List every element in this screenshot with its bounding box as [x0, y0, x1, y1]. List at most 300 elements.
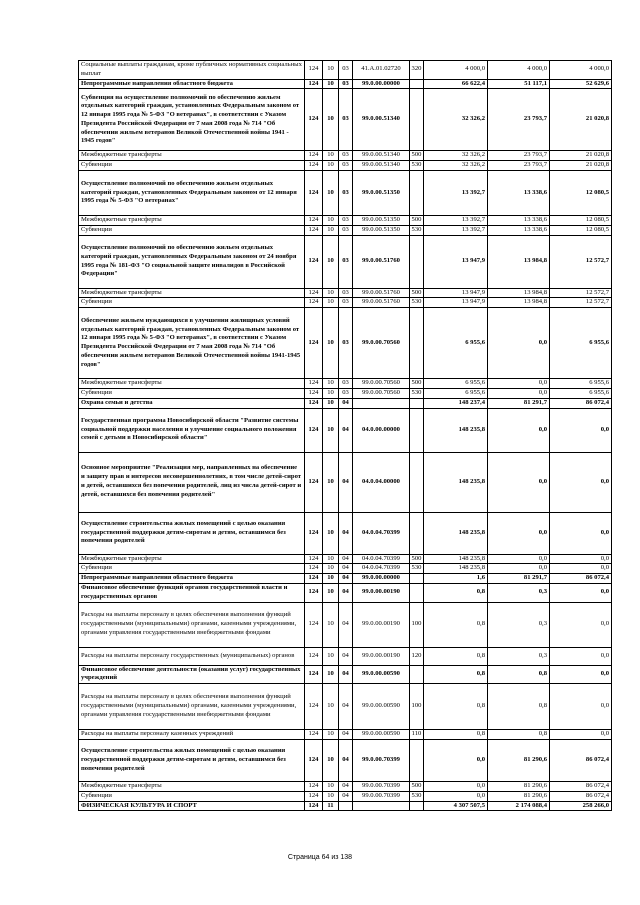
section-code: 10	[323, 161, 339, 171]
expense-type-code	[410, 170, 424, 215]
subsection-code: 03	[339, 308, 353, 379]
amount-year-1: 0,8	[424, 730, 488, 740]
item-name: Обеспечение жильем нуждающихся в улучшении жилищных условий отдельных категорий граждан, установленных Федеральным законом от 12 января 1995 года № 5-ФЗ "О ветеранах", в соответствии с Указом Президента Российской Федерации от 7 мая 2008 года № 714 "Об обеспечении жильем ветеранов Великой Отечественной войны 1941-1945 годов"	[79, 308, 305, 379]
expense-type-code: 500	[410, 151, 424, 161]
amount-year-3: 6 955,6	[550, 388, 612, 398]
section-code: 10	[323, 151, 339, 161]
subsection-code: 04	[339, 512, 353, 554]
target-article-code: 99.0.00.51340	[353, 151, 410, 161]
budget-table	[78, 60, 612, 811]
amount-year-3: 0,0	[550, 408, 612, 452]
ministry-code: 124	[305, 791, 323, 801]
expense-type-code: 100	[410, 684, 424, 730]
target-article-code: 99.0.00.51340	[353, 89, 410, 151]
expense-type-code	[410, 398, 424, 408]
table-row	[79, 583, 612, 602]
amount-year-2: 13 984,8	[488, 235, 550, 288]
table-row	[79, 791, 612, 801]
amount-year-3: 86 072,4	[550, 739, 612, 781]
target-article-code: 99.0.00.51340	[353, 161, 410, 171]
item-name: Субвенции	[79, 298, 305, 308]
ministry-code: 124	[305, 583, 323, 602]
ministry-code: 124	[305, 602, 323, 647]
item-name: Осуществление полномочий по обеспечению жильем отдельных категорий граждан, установленных Федеральным законом от 12 января 1995 года № 5-ФЗ "О ветеранах"	[79, 170, 305, 215]
amount-year-3: 0,0	[550, 564, 612, 574]
table-row	[79, 151, 612, 161]
amount-year-3: 12 572,7	[550, 235, 612, 288]
section-code: 10	[323, 408, 339, 452]
item-name: Межбюджетные трансферты	[79, 215, 305, 225]
section-code: 10	[323, 602, 339, 647]
section-code: 10	[323, 215, 339, 225]
item-name: Межбюджетные трансферты	[79, 288, 305, 298]
target-article-code: 99.0.00.51760	[353, 235, 410, 288]
ministry-code: 124	[305, 170, 323, 215]
table-row	[79, 574, 612, 584]
amount-year-3: 21 020,8	[550, 161, 612, 171]
ministry-code: 124	[305, 574, 323, 584]
table-row	[79, 235, 612, 288]
amount-year-2: 51 117,1	[488, 79, 550, 89]
target-article-code: 99.0.00.00190	[353, 583, 410, 602]
amount-year-1: 148 235,8	[424, 512, 488, 554]
amount-year-2: 0,3	[488, 602, 550, 647]
expense-type-code: 500	[410, 288, 424, 298]
item-name: Расходы на выплаты персоналу государственных (муниципальных) органов	[79, 647, 305, 665]
section-code: 10	[323, 564, 339, 574]
section-code: 10	[323, 61, 339, 80]
amount-year-2: 0,0	[488, 564, 550, 574]
ministry-code: 124	[305, 215, 323, 225]
target-article-code: 04.0.04.70399	[353, 554, 410, 564]
subsection-code: 04	[339, 452, 353, 512]
amount-year-2: 13 984,8	[488, 298, 550, 308]
expense-type-code: 530	[410, 791, 424, 801]
subsection-code: 04	[339, 554, 353, 564]
amount-year-2: 0,0	[488, 388, 550, 398]
expense-type-code: 500	[410, 215, 424, 225]
target-article-code: 41.А.01.02720	[353, 61, 410, 80]
amount-year-2: 23 793,7	[488, 89, 550, 151]
target-article-code: 04.0.04.00000	[353, 452, 410, 512]
target-article-code: 99.0.00.70399	[353, 781, 410, 791]
amount-year-1: 13 392,7	[424, 170, 488, 215]
subsection-code: 03	[339, 61, 353, 80]
amount-year-1: 0,0	[424, 791, 488, 801]
amount-year-1: 148 235,8	[424, 452, 488, 512]
subsection-code: 04	[339, 583, 353, 602]
amount-year-1: 13 392,7	[424, 225, 488, 235]
target-article-code: 04.0.04.70399	[353, 512, 410, 554]
table-row	[79, 288, 612, 298]
subsection-code: 03	[339, 89, 353, 151]
expense-type-code	[410, 89, 424, 151]
amount-year-1: 0,8	[424, 647, 488, 665]
amount-year-1: 13 947,9	[424, 288, 488, 298]
expense-type-code: 530	[410, 161, 424, 171]
section-code: 10	[323, 730, 339, 740]
amount-year-2: 81 291,7	[488, 574, 550, 584]
expense-type-code: 100	[410, 602, 424, 647]
subsection-code: 03	[339, 215, 353, 225]
amount-year-2: 13 984,8	[488, 288, 550, 298]
target-article-code: 99.0.00.00190	[353, 647, 410, 665]
target-article-code: 99.0.00.51350	[353, 225, 410, 235]
amount-year-3: 12 572,7	[550, 288, 612, 298]
target-article-code: 99.0.00.70560	[353, 379, 410, 389]
expense-type-code	[410, 665, 424, 684]
ministry-code: 124	[305, 684, 323, 730]
ministry-code: 124	[305, 554, 323, 564]
section-code: 10	[323, 388, 339, 398]
ministry-code: 124	[305, 398, 323, 408]
table-row	[79, 781, 612, 791]
section-code: 10	[323, 89, 339, 151]
amount-year-1: 6 955,6	[424, 308, 488, 379]
expense-type-code: 110	[410, 730, 424, 740]
item-name: Субвенции	[79, 225, 305, 235]
amount-year-1: 148 235,8	[424, 554, 488, 564]
expense-type-code: 320	[410, 61, 424, 80]
ministry-code: 124	[305, 79, 323, 89]
section-code: 10	[323, 583, 339, 602]
amount-year-2: 0,8	[488, 684, 550, 730]
amount-year-1: 148 235,8	[424, 564, 488, 574]
target-article-code: 04.0.04.70399	[353, 564, 410, 574]
target-article-code: 99.0.00.70399	[353, 739, 410, 781]
target-article-code: 99.0.00.00590	[353, 684, 410, 730]
target-article-code: 99.0.00.00190	[353, 602, 410, 647]
amount-year-1: 13 392,7	[424, 215, 488, 225]
amount-year-1: 0,8	[424, 665, 488, 684]
ministry-code: 124	[305, 235, 323, 288]
expense-type-code	[410, 574, 424, 584]
table-row	[79, 801, 612, 811]
subsection-code: 04	[339, 684, 353, 730]
item-name: Межбюджетные трансферты	[79, 554, 305, 564]
amount-year-3: 52 629,6	[550, 79, 612, 89]
amount-year-3: 6 955,6	[550, 308, 612, 379]
amount-year-3: 0,0	[550, 583, 612, 602]
item-name: Основное мероприятие "Реализация мер, направленных на обеспечение и защиту прав и интересов несовершеннолетних, в том числе детей-сирот и детей, оставшихся без попечения родителей, лиц из числа детей-сирот и детей, оставшихся без попечения родителей"	[79, 452, 305, 512]
amount-year-3: 12 080,5	[550, 170, 612, 215]
subsection-code: 04	[339, 408, 353, 452]
expense-type-code	[410, 801, 424, 811]
amount-year-3: 0,0	[550, 452, 612, 512]
ministry-code: 124	[305, 298, 323, 308]
item-name: Расходы на выплаты персоналу в целях обеспечения выполнения функций государственными (муниципальными) органами, казенными учреждениями, органами управления государственными внебюджетными фондами	[79, 684, 305, 730]
table-row	[79, 89, 612, 151]
amount-year-1: 0,8	[424, 684, 488, 730]
item-name: Осуществление строительства жилых помещений с целью оказания государственной поддержки детям-сиротам и детям, оставшимся без попечения родителей	[79, 512, 305, 554]
amount-year-2: 0,0	[488, 452, 550, 512]
table-row	[79, 225, 612, 235]
subsection-code: 03	[339, 288, 353, 298]
table-row	[79, 739, 612, 781]
expense-type-code: 500	[410, 379, 424, 389]
target-article-code	[353, 398, 410, 408]
expense-type-code	[410, 235, 424, 288]
amount-year-1: 0,8	[424, 602, 488, 647]
section-code: 10	[323, 79, 339, 89]
amount-year-1: 6 955,6	[424, 388, 488, 398]
amount-year-3: 6 955,6	[550, 379, 612, 389]
target-article-code: 99.0.00.00590	[353, 730, 410, 740]
target-article-code: 99.0.00.00590	[353, 665, 410, 684]
table-row	[79, 308, 612, 379]
section-code: 10	[323, 398, 339, 408]
item-name: Субвенции	[79, 791, 305, 801]
table-row	[79, 79, 612, 89]
table-row	[79, 512, 612, 554]
ministry-code: 124	[305, 61, 323, 80]
subsection-code: 03	[339, 235, 353, 288]
amount-year-1: 0,0	[424, 739, 488, 781]
ministry-code: 124	[305, 151, 323, 161]
expense-type-code	[410, 308, 424, 379]
item-name: Финансовое обеспечение функций органов государственной власти и государственных органов	[79, 583, 305, 602]
subsection-code: 03	[339, 161, 353, 171]
subsection-code: 03	[339, 379, 353, 389]
ministry-code: 124	[305, 801, 323, 811]
table-row	[79, 398, 612, 408]
expense-type-code	[410, 739, 424, 781]
item-name: Осуществление строительства жилых помещений с целью оказания государственной поддержки детям-сиротам и детям, оставшимся без попечения родителей	[79, 739, 305, 781]
amount-year-3: 21 020,8	[550, 151, 612, 161]
expense-type-code: 500	[410, 554, 424, 564]
ministry-code: 124	[305, 408, 323, 452]
table-body	[79, 61, 612, 811]
ministry-code: 124	[305, 665, 323, 684]
amount-year-2: 81 290,6	[488, 739, 550, 781]
amount-year-3: 21 020,8	[550, 89, 612, 151]
item-name: Непрограммные направления областного бюджета	[79, 79, 305, 89]
ministry-code: 124	[305, 161, 323, 171]
subsection-code: 03	[339, 298, 353, 308]
section-code: 10	[323, 665, 339, 684]
expense-type-code	[410, 512, 424, 554]
expense-type-code	[410, 408, 424, 452]
expense-type-code: 120	[410, 647, 424, 665]
table-row	[79, 647, 612, 665]
ministry-code: 124	[305, 512, 323, 554]
amount-year-3: 0,0	[550, 602, 612, 647]
item-name: Социальные выплаты гражданам, кроме публичных нормативных социальных выплат	[79, 61, 305, 80]
amount-year-2: 0,0	[488, 512, 550, 554]
section-code: 10	[323, 684, 339, 730]
subsection-code: 04	[339, 730, 353, 740]
item-name: ФИЗИЧЕСКАЯ КУЛЬТУРА И СПОРТ	[79, 801, 305, 811]
amount-year-2: 4 000,0	[488, 61, 550, 80]
expense-type-code: 530	[410, 225, 424, 235]
amount-year-3: 0,0	[550, 730, 612, 740]
amount-year-2: 13 338,6	[488, 225, 550, 235]
target-article-code: 99.0.00.70560	[353, 308, 410, 379]
ministry-code: 124	[305, 564, 323, 574]
item-name: Межбюджетные трансферты	[79, 151, 305, 161]
section-code: 11	[323, 801, 339, 811]
amount-year-1: 1,6	[424, 574, 488, 584]
budget-page	[78, 60, 611, 811]
table-row	[79, 602, 612, 647]
ministry-code: 124	[305, 452, 323, 512]
target-article-code: 99.0.00.70560	[353, 388, 410, 398]
target-article-code: 99.0.00.00000	[353, 79, 410, 89]
target-article-code: 99.0.00.00000	[353, 574, 410, 584]
table-row	[79, 665, 612, 684]
amount-year-3: 0,0	[550, 512, 612, 554]
amount-year-2: 0,0	[488, 379, 550, 389]
subsection-code: 04	[339, 739, 353, 781]
amount-year-3: 12 572,7	[550, 298, 612, 308]
subsection-code: 04	[339, 574, 353, 584]
amount-year-1: 4 307 507,5	[424, 801, 488, 811]
section-code: 10	[323, 739, 339, 781]
amount-year-2: 0,3	[488, 647, 550, 665]
subsection-code: 03	[339, 79, 353, 89]
expense-type-code	[410, 79, 424, 89]
table-row	[79, 161, 612, 171]
subsection-code: 03	[339, 151, 353, 161]
ministry-code: 124	[305, 308, 323, 379]
section-code: 10	[323, 512, 339, 554]
ministry-code: 124	[305, 89, 323, 151]
target-article-code: 99.0.00.51760	[353, 298, 410, 308]
section-code: 10	[323, 791, 339, 801]
amount-year-3: 4 000,0	[550, 61, 612, 80]
item-name: Субвенции	[79, 564, 305, 574]
amount-year-3: 0,0	[550, 665, 612, 684]
subsection-code: 03	[339, 225, 353, 235]
item-name: Субвенция на осуществление полномочий по обеспечению жильем отдельных категорий граждан, установленных Федеральным законом от 12 января 1995 года № 5-ФЗ "О ветеранах", в соответствии с Указом Президента Российской Федерации от 7 мая 2008 года № 714 "Об обеспечении жильем ветеранов Великой Отечественной войны 1941 - 1945 годов"	[79, 89, 305, 151]
amount-year-3: 0,0	[550, 554, 612, 564]
expense-type-code	[410, 452, 424, 512]
ministry-code: 124	[305, 730, 323, 740]
amount-year-2: 81 290,6	[488, 781, 550, 791]
amount-year-3: 0,0	[550, 684, 612, 730]
amount-year-1: 148 237,4	[424, 398, 488, 408]
amount-year-3: 12 080,5	[550, 225, 612, 235]
amount-year-1: 13 947,9	[424, 235, 488, 288]
table-row	[79, 298, 612, 308]
amount-year-1: 66 622,4	[424, 79, 488, 89]
expense-type-code	[410, 583, 424, 602]
section-code: 10	[323, 647, 339, 665]
item-name: Субвенции	[79, 388, 305, 398]
table-row	[79, 170, 612, 215]
table-row	[79, 379, 612, 389]
amount-year-2: 13 338,6	[488, 170, 550, 215]
ministry-code: 124	[305, 647, 323, 665]
amount-year-3: 258 266,0	[550, 801, 612, 811]
table-row	[79, 408, 612, 452]
item-name: Осуществление полномочий по обеспечению жильем отдельных категорий граждан, установленных Федеральным законом от 24 ноября 1995 года № 181-ФЗ "О социальной защите инвалидов в Российской Федерации"	[79, 235, 305, 288]
item-name: Государственная программа Новосибирской области "Развитие системы социальной поддержки населения и улучшение социального положения семей с детьми в Новосибирской области"	[79, 408, 305, 452]
table-row	[79, 452, 612, 512]
amount-year-1: 13 947,9	[424, 298, 488, 308]
amount-year-2: 81 290,6	[488, 791, 550, 801]
ministry-code: 124	[305, 288, 323, 298]
item-name: Финансовое обеспечение деятельности (оказания услуг) государственных учреждений	[79, 665, 305, 684]
amount-year-3: 86 072,4	[550, 791, 612, 801]
amount-year-1: 32 326,2	[424, 151, 488, 161]
amount-year-2: 13 338,6	[488, 215, 550, 225]
table-row	[79, 730, 612, 740]
section-code: 10	[323, 235, 339, 288]
subsection-code: 04	[339, 647, 353, 665]
amount-year-2: 23 793,7	[488, 151, 550, 161]
target-article-code: 99.0.00.51350	[353, 170, 410, 215]
target-article-code: 99.0.00.51350	[353, 215, 410, 225]
table-row	[79, 61, 612, 80]
target-article-code: 99.0.00.70399	[353, 791, 410, 801]
subsection-code: 04	[339, 564, 353, 574]
section-code: 10	[323, 452, 339, 512]
subsection-code: 04	[339, 791, 353, 801]
subsection-code: 03	[339, 388, 353, 398]
section-code: 10	[323, 225, 339, 235]
item-name: Непрограммные направления областного бюджета	[79, 574, 305, 584]
page-footer: Страница 64 из 138	[287, 854, 353, 861]
section-code: 10	[323, 574, 339, 584]
expense-type-code: 530	[410, 564, 424, 574]
amount-year-1: 0,0	[424, 781, 488, 791]
section-code: 10	[323, 308, 339, 379]
amount-year-3: 12 080,5	[550, 215, 612, 225]
expense-type-code: 500	[410, 781, 424, 791]
amount-year-1: 0,8	[424, 583, 488, 602]
amount-year-3: 0,0	[550, 647, 612, 665]
amount-year-2: 81 291,7	[488, 398, 550, 408]
amount-year-3: 86 072,4	[550, 781, 612, 791]
section-code: 10	[323, 554, 339, 564]
amount-year-1: 32 326,2	[424, 89, 488, 151]
item-name: Охрана семьи и детства	[79, 398, 305, 408]
table-row	[79, 684, 612, 730]
target-article-code: 99.0.00.51760	[353, 288, 410, 298]
table-row	[79, 388, 612, 398]
table-row	[79, 554, 612, 564]
target-article-code	[353, 801, 410, 811]
subsection-code: 03	[339, 170, 353, 215]
amount-year-2: 0,3	[488, 583, 550, 602]
item-name: Расходы на выплаты персоналу в целях обеспечения выполнения функций государственными (муниципальными) органами, казенными учреждениями, органами управления государственными внебюджетными фондами	[79, 602, 305, 647]
amount-year-1: 6 955,6	[424, 379, 488, 389]
table-row	[79, 215, 612, 225]
subsection-code	[339, 801, 353, 811]
amount-year-1: 4 000,0	[424, 61, 488, 80]
expense-type-code: 530	[410, 388, 424, 398]
section-code: 10	[323, 298, 339, 308]
amount-year-2: 2 174 088,4	[488, 801, 550, 811]
subsection-code: 04	[339, 602, 353, 647]
subsection-code: 04	[339, 781, 353, 791]
subsection-code: 04	[339, 398, 353, 408]
item-name: Межбюджетные трансферты	[79, 379, 305, 389]
ministry-code: 124	[305, 739, 323, 781]
amount-year-2: 0,8	[488, 665, 550, 684]
ministry-code: 124	[305, 781, 323, 791]
section-code: 10	[323, 288, 339, 298]
amount-year-2: 23 793,7	[488, 161, 550, 171]
item-name: Субвенции	[79, 161, 305, 171]
section-code: 10	[323, 379, 339, 389]
section-code: 10	[323, 781, 339, 791]
expense-type-code: 530	[410, 298, 424, 308]
amount-year-2: 0,0	[488, 408, 550, 452]
ministry-code: 124	[305, 379, 323, 389]
amount-year-2: 0,0	[488, 308, 550, 379]
